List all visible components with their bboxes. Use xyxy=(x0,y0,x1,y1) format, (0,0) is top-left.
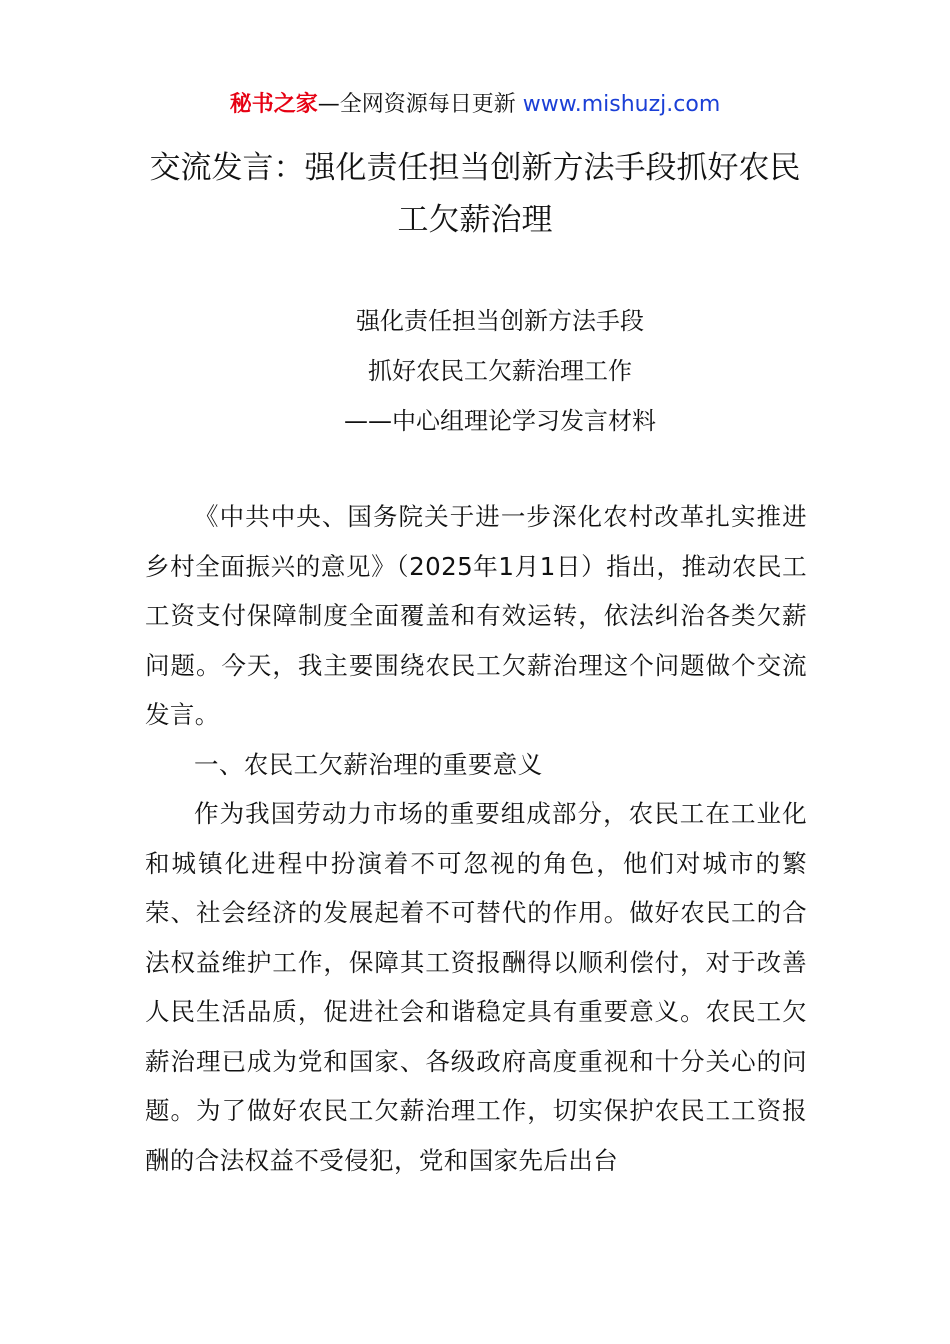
subtitle-line-3: ——中心组理论学习发言材料 xyxy=(344,407,656,435)
subtitle-line-2: 抓好农民工欠薪治理工作 xyxy=(368,357,632,385)
document-body xyxy=(145,492,807,1185)
section-1-paragraph-1: 作为我国劳动力市场的重要组成部分，农民工在工业化和城镇化进程中扮演着不可忽视的角色，他们对城市的繁荣、社会经济的发展起着不可替代的作用。做好农民工的合法权益维护工作，保障其工资报酬得以顺利偿付，对于改善人民生活品质，促进社会和谐稳定具有重要意义。农民工欠薪治理已成为党和国家、各级政府高度重视和十分关心的问题。为了做好农民工欠薪治理工作，切实保护农民工工资报酬的合法权益不受侵犯，党和国家先后出台 xyxy=(145,799,807,1175)
document-title: 交流发言：强化责任担当创新方法手段抓好农民工欠薪治理 xyxy=(149,150,801,238)
subtitle-block xyxy=(145,296,805,446)
site-header-banner xyxy=(0,88,950,122)
subtitle-line-1: 强化责任担当创新方法手段 xyxy=(356,307,644,335)
intro-paragraph: 《中共中央、国务院关于进一步深化农村改革扎实推进乡村全面振兴的意见》（2025年1月1日）指出，推动农民工工资支付保障制度全面覆盖和有效运转，依法纠治各类欠薪问题。今天，我主要围绕农民工欠薪治理这个问题做个交流发言。 xyxy=(145,502,807,729)
site-url-link[interactable]: www.mishuzj.com xyxy=(522,92,721,117)
site-brand: 秘书之家 xyxy=(229,92,318,117)
site-tagline: —全网资源每日更新 xyxy=(317,92,516,117)
section-heading-1: 一、农民工欠薪治理的重要意义 xyxy=(194,749,543,779)
